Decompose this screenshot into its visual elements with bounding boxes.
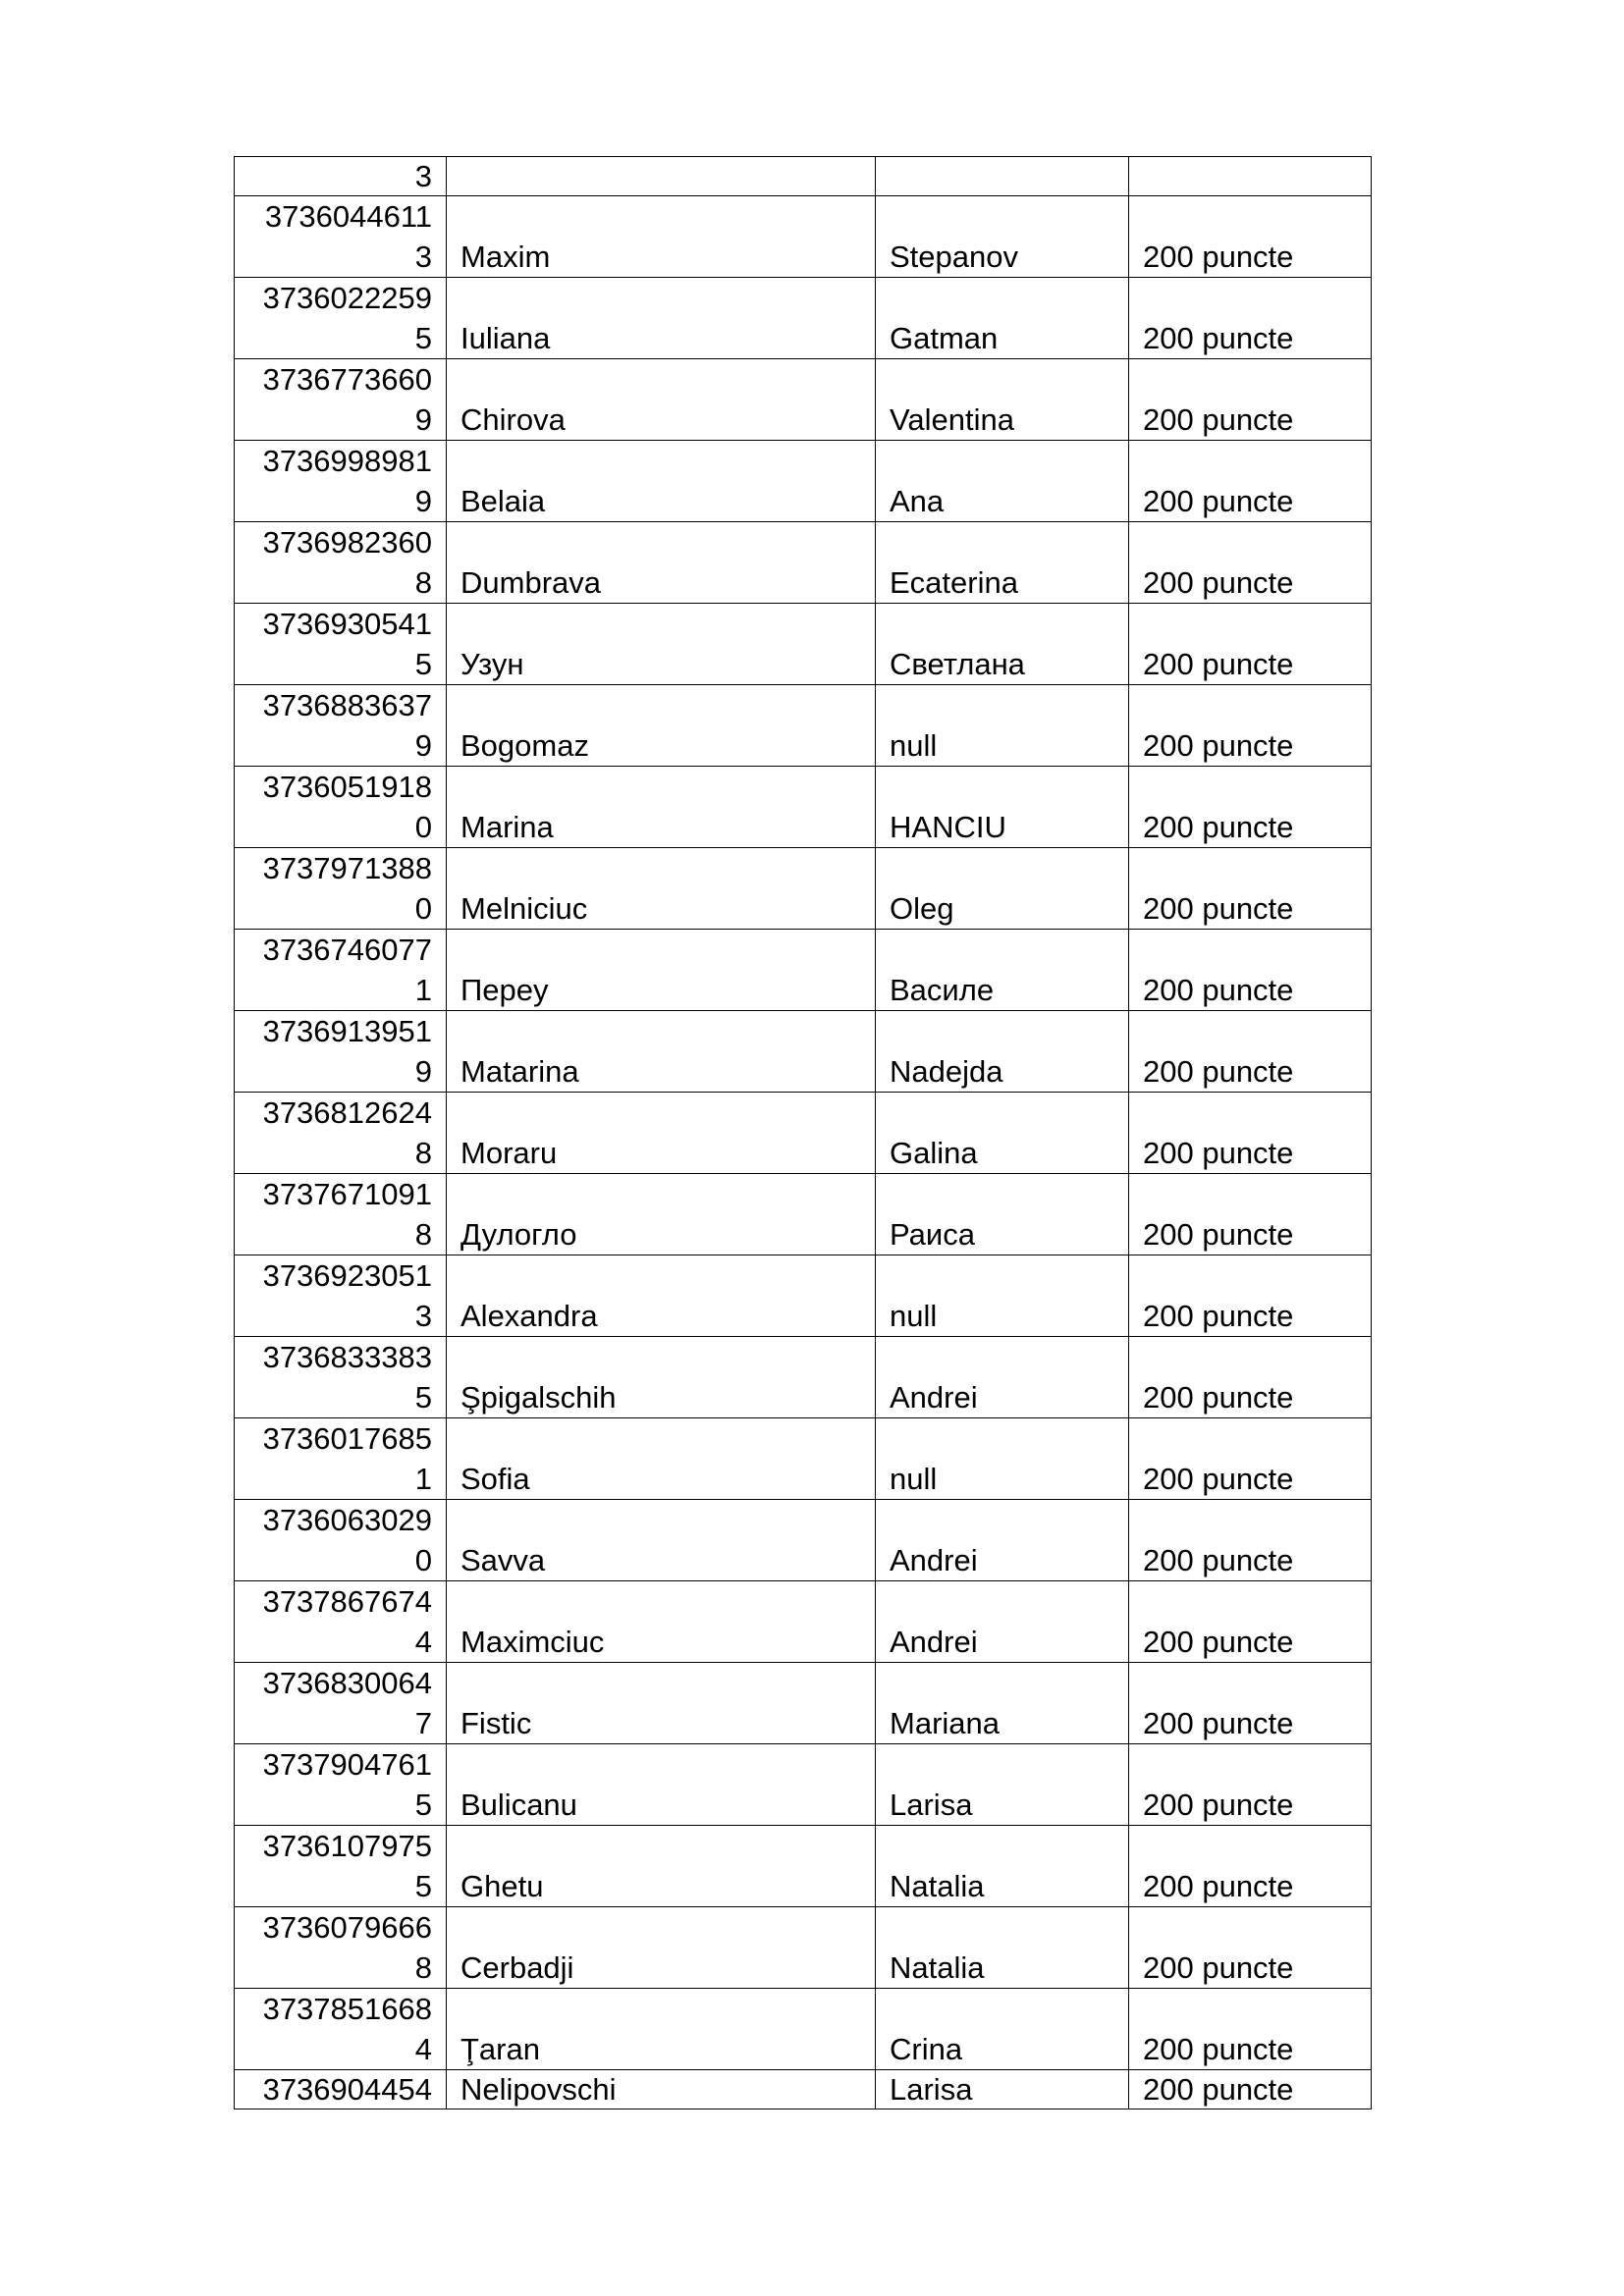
- table-body: [235, 157, 1372, 2109]
- table-row: [235, 196, 1372, 278]
- phone-number-part: 3737671091: [262, 1177, 432, 1211]
- table-row: [235, 1337, 1372, 1418]
- points-cell: 200 puncte: [1129, 1011, 1372, 1093]
- first-name-cell: Marina: [447, 767, 876, 848]
- points-cell: 200 puncte: [1129, 1337, 1372, 1418]
- phone-number-part: 3: [414, 159, 432, 193]
- phone-number-part: 8: [414, 1136, 432, 1170]
- first-name-cell: Maxim: [447, 196, 876, 278]
- points-cell: 200 puncte: [1129, 685, 1372, 767]
- last-name-cell: [876, 157, 1129, 196]
- first-name-cell: Iuliana: [447, 278, 876, 359]
- points-cell: 200 puncte: [1129, 1989, 1372, 2070]
- table-row: [235, 1418, 1372, 1500]
- points-cell: 200 puncte: [1129, 1093, 1372, 1174]
- phone-number-part: 3736022259: [262, 281, 432, 315]
- phone-cell: [235, 1907, 447, 1989]
- phone-cell: [235, 1500, 447, 1581]
- last-name-cell: Mariana: [876, 1663, 1129, 1744]
- phone-cell: [235, 441, 447, 522]
- points-cell: 200 puncte: [1129, 930, 1372, 1011]
- phone-cell: [235, 1663, 447, 1744]
- phone-number-part: 3736107975: [262, 1829, 432, 1863]
- points-cell: 200 puncte: [1129, 1744, 1372, 1826]
- first-name-cell: Savva: [447, 1500, 876, 1581]
- first-name-cell: Alexandra: [447, 1255, 876, 1337]
- points-cell: 200 puncte: [1129, 522, 1372, 604]
- points-cell: 200 puncte: [1129, 441, 1372, 522]
- first-name-cell: Ghetu: [447, 1826, 876, 1907]
- phone-cell: [235, 196, 447, 278]
- last-name-cell: Valentina: [876, 359, 1129, 441]
- phone-number-part: 3736930541: [262, 607, 432, 641]
- table-row: [235, 930, 1372, 1011]
- last-name-cell: null: [876, 1255, 1129, 1337]
- last-name-cell: Раиса: [876, 1174, 1129, 1255]
- phone-cell: [235, 1011, 447, 1093]
- phone-number-part: 4: [414, 1625, 432, 1659]
- participants-table: [234, 156, 1372, 2109]
- table-row: [235, 1989, 1372, 2070]
- table-row: [235, 685, 1372, 767]
- phone-number-part: 5: [414, 321, 432, 355]
- table-row: [235, 522, 1372, 604]
- points-cell: 200 puncte: [1129, 1826, 1372, 1907]
- phone-number-part: 3737971388: [262, 851, 432, 885]
- table-row: [235, 848, 1372, 930]
- table-row: [235, 767, 1372, 848]
- points-cell: 200 puncte: [1129, 196, 1372, 278]
- first-name-cell: Ţaran: [447, 1989, 876, 2070]
- phone-cell: [235, 1826, 447, 1907]
- last-name-cell: Stepanov: [876, 196, 1129, 278]
- last-name-cell: HANCIU: [876, 767, 1129, 848]
- first-name-cell: Melniciuc: [447, 848, 876, 930]
- points-cell: 200 puncte: [1129, 604, 1372, 685]
- points-cell: 200 puncte: [1129, 359, 1372, 441]
- last-name-cell: Andrei: [876, 1337, 1129, 1418]
- table-row: [235, 1581, 1372, 1663]
- first-name-cell: Chirova: [447, 359, 876, 441]
- first-name-cell: Belaia: [447, 441, 876, 522]
- table-row: [235, 1744, 1372, 1826]
- phone-cell: [235, 1418, 447, 1500]
- phone-number-part: 0: [414, 891, 432, 926]
- phone-number-part: 3736883637: [262, 688, 432, 722]
- first-name-cell: Перeу: [447, 930, 876, 1011]
- table-row: [235, 1011, 1372, 1093]
- phone-cell: [235, 1744, 447, 1826]
- phone-number-part: 3736923051: [262, 1258, 432, 1293]
- last-name-cell: Oleg: [876, 848, 1129, 930]
- last-name-cell: Andrei: [876, 1581, 1129, 1663]
- last-name-cell: Natalia: [876, 1907, 1129, 1989]
- first-name-cell: Şpigalschih: [447, 1337, 876, 1418]
- first-name-cell: Дулогло: [447, 1174, 876, 1255]
- phone-number-part: 1: [414, 973, 432, 1007]
- first-name-cell: Dumbrava: [447, 522, 876, 604]
- last-name-cell: Gatman: [876, 278, 1129, 359]
- phone-number-part: 3736913951: [262, 1014, 432, 1048]
- phone-cell: [235, 1989, 447, 2070]
- table-row: [235, 157, 1372, 196]
- phone-cell: [235, 848, 447, 930]
- phone-number-part: 9: [414, 484, 432, 518]
- phone-number-part: 0: [414, 1543, 432, 1577]
- phone-cell: [235, 1337, 447, 1418]
- phone-number-part: 8: [414, 565, 432, 600]
- phone-cell: [235, 1581, 447, 1663]
- first-name-cell: Fistic: [447, 1663, 876, 1744]
- phone-number-part: 8: [414, 1217, 432, 1252]
- phone-cell: [235, 157, 447, 196]
- first-name-cell: Moraru: [447, 1093, 876, 1174]
- first-name-cell: Bogomaz: [447, 685, 876, 767]
- points-cell: [1129, 157, 1372, 196]
- points-cell: 200 puncte: [1129, 278, 1372, 359]
- phone-number-part: 5: [414, 1380, 432, 1415]
- phone-number-part: 3736998981: [262, 444, 432, 478]
- phone-number-part: 3737867674: [262, 1584, 432, 1619]
- phone-number-part: 3: [414, 1299, 432, 1333]
- phone-number-part: 5: [414, 647, 432, 681]
- phone-cell: [235, 1093, 447, 1174]
- phone-number-part: 9: [414, 1054, 432, 1089]
- points-cell: 200 puncte: [1129, 848, 1372, 930]
- phone-cell: [235, 930, 447, 1011]
- last-name-cell: null: [876, 1418, 1129, 1500]
- table-row: [235, 1174, 1372, 1255]
- phone-cell: [235, 2070, 447, 2109]
- table-row: [235, 1826, 1372, 1907]
- last-name-cell: Crina: [876, 1989, 1129, 2070]
- phone-number-part: 3736746077: [262, 933, 432, 967]
- phone-number-part: 4: [414, 2032, 432, 2066]
- table-row: [235, 441, 1372, 522]
- last-name-cell: Nadejda: [876, 1011, 1129, 1093]
- phone-cell: [235, 1255, 447, 1337]
- phone-number-part: 7: [414, 1706, 432, 1740]
- table-row: [235, 1663, 1372, 1744]
- phone-cell: [235, 767, 447, 848]
- points-cell: 200 puncte: [1129, 1418, 1372, 1500]
- first-name-cell: Matarina: [447, 1011, 876, 1093]
- last-name-cell: Larisa: [876, 2070, 1129, 2109]
- last-name-cell: Galina: [876, 1093, 1129, 1174]
- points-cell: 200 puncte: [1129, 1500, 1372, 1581]
- first-name-cell: [447, 157, 876, 196]
- phone-number-part: 0: [414, 810, 432, 844]
- phone-number-part: 5: [414, 1788, 432, 1822]
- phone-number-part: 3736063029: [262, 1503, 432, 1537]
- first-name-cell: Maximciuc: [447, 1581, 876, 1663]
- first-name-cell: Nelipovschi: [447, 2070, 876, 2109]
- table-row: [235, 1093, 1372, 1174]
- points-cell: 200 puncte: [1129, 1907, 1372, 1989]
- phone-number-part: 9: [414, 728, 432, 763]
- points-cell: 200 puncte: [1129, 767, 1372, 848]
- phone-number-part: 3736051918: [262, 770, 432, 804]
- last-name-cell: null: [876, 685, 1129, 767]
- phone-cell: [235, 685, 447, 767]
- phone-number-part: 8: [414, 1950, 432, 1985]
- phone-number-part: 1: [414, 1462, 432, 1496]
- table-row: [235, 359, 1372, 441]
- phone-number-part: 3736812624: [262, 1095, 432, 1130]
- phone-cell: [235, 522, 447, 604]
- table-row: [235, 604, 1372, 685]
- points-cell: 200 puncte: [1129, 2070, 1372, 2109]
- phone-cell: [235, 359, 447, 441]
- first-name-cell: Узун: [447, 604, 876, 685]
- table-row: [235, 2070, 1372, 2109]
- phone-cell: [235, 278, 447, 359]
- phone-number-part: 3736830064: [262, 1666, 432, 1700]
- phone-number-part: 3736044611: [264, 199, 432, 234]
- phone-number-part: 5: [414, 1869, 432, 1903]
- phone-number-part: 3737851668: [262, 1992, 432, 2026]
- first-name-cell: Cerbadji: [447, 1907, 876, 1989]
- points-cell: 200 puncte: [1129, 1581, 1372, 1663]
- first-name-cell: Sofia: [447, 1418, 876, 1500]
- table-row: [235, 1907, 1372, 1989]
- table-row: [235, 1255, 1372, 1337]
- phone-cell: [235, 1174, 447, 1255]
- phone-number-part: 3736833383: [262, 1340, 432, 1374]
- phone-number-part: 3736982360: [262, 525, 432, 560]
- phone-number-part: 3736017685: [262, 1421, 432, 1456]
- phone-number-part: 3736904454: [262, 2072, 432, 2107]
- phone-number-part: 9: [414, 402, 432, 437]
- table-row: [235, 1500, 1372, 1581]
- table-row: [235, 278, 1372, 359]
- phone-cell: [235, 604, 447, 685]
- points-cell: 200 puncte: [1129, 1663, 1372, 1744]
- phone-number-part: 3: [414, 240, 432, 274]
- phone-number-part: 3736773660: [262, 362, 432, 397]
- last-name-cell: Ecaterina: [876, 522, 1129, 604]
- phone-number-part: 3736079666: [262, 1910, 432, 1945]
- last-name-cell: Ana: [876, 441, 1129, 522]
- first-name-cell: Bulicanu: [447, 1744, 876, 1826]
- last-name-cell: Andrei: [876, 1500, 1129, 1581]
- last-name-cell: Natalia: [876, 1826, 1129, 1907]
- points-cell: 200 puncte: [1129, 1255, 1372, 1337]
- last-name-cell: Василе: [876, 930, 1129, 1011]
- last-name-cell: Светлана: [876, 604, 1129, 685]
- points-cell: 200 puncte: [1129, 1174, 1372, 1255]
- last-name-cell: Larisa: [876, 1744, 1129, 1826]
- phone-number-part: 3737904761: [262, 1747, 432, 1782]
